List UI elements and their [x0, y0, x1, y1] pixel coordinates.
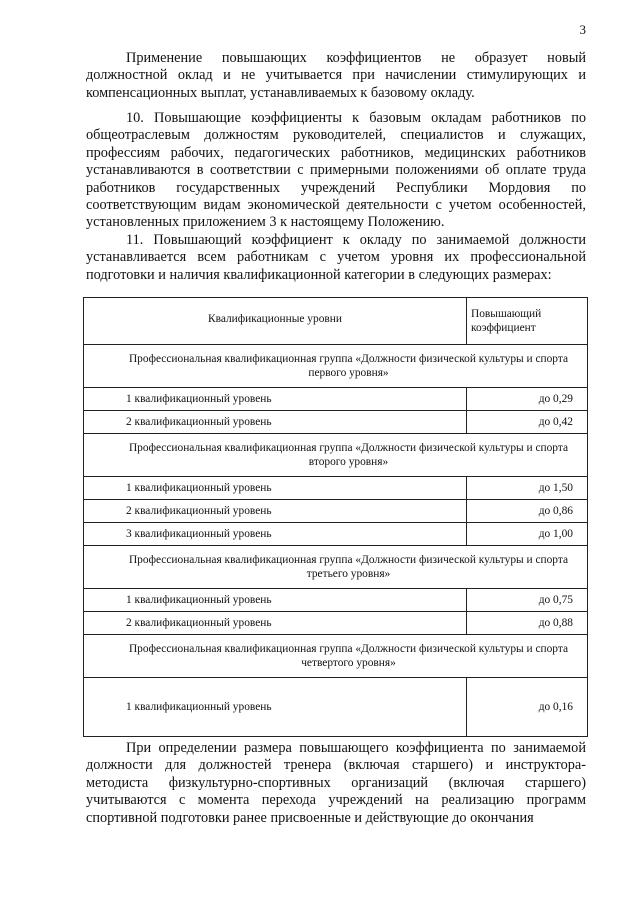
level-cell: 1 квалификационный уровень [84, 589, 467, 612]
table-row [84, 411, 588, 434]
coefficient-table [83, 297, 588, 737]
table-row [84, 500, 588, 523]
coef-cell: до 0,29 [467, 388, 588, 411]
level-cell: 1 квалификационный уровень [84, 678, 467, 737]
level-cell: 2 квалификационный уровень [84, 411, 467, 434]
level-cell: 2 квалификационный уровень [84, 500, 467, 523]
group-title: Профессиональная квалификационная группа «Должности физической культуры и спорта четвертого уровня» [84, 635, 588, 678]
coef-cell: до 1,50 [467, 477, 588, 500]
paragraph-coefficients-note [86, 50, 586, 102]
coef-cell: до 1,00 [467, 523, 588, 546]
group-row [84, 345, 588, 388]
table-row [84, 612, 588, 635]
paragraph-text: Применение повышающих коэффициентов не образует новый должностной оклад и не учитывается при начислении стимулирующих и компенсационных выплат, устанавливаемых к базовому окладу. [86, 50, 586, 101]
coef-cell: до 0,42 [467, 411, 588, 434]
level-cell: 1 квалификационный уровень [84, 388, 467, 411]
coef-cell: до 0,86 [467, 500, 588, 523]
paragraph-text: 10. Повышающие коэффициенты к базовым окладам работников по общеотраслевым должностям руководителей, специалистов и служащих, профессиям рабочих, педагогических работников, медицинских работников устанавливаются в соответствии с примерными положениями об оплате труда работников государственных учреждений Республики Мордовия по соответствующим видам экономической деятельности с учетом особенностей, установленных приложением 3 к настоящему Положению. [86, 110, 586, 231]
table-row [84, 388, 588, 411]
table-row [84, 678, 588, 737]
paragraph-text: При определении размера повышающего коэффициента по занимаемой должности для должностей тренера (включая старшего) и инструктора-методиста физкультурно-спортивных организаций (включая старшего) учитываются с момента перехода учреждений на реализацию программ спортивной подготовки ранее присвоенные и действующие до окончания [86, 740, 586, 826]
paragraph-11 [86, 232, 586, 284]
coef-cell: до 0,16 [467, 678, 588, 737]
table-row [84, 523, 588, 546]
level-cell: 3 квалификационный уровень [84, 523, 467, 546]
group-title: Профессиональная квалификационная группа «Должности физической культуры и спорта второго уровня» [84, 434, 588, 477]
level-cell: 1 квалификационный уровень [84, 477, 467, 500]
coef-cell: до 0,75 [467, 589, 588, 612]
group-title: Профессиональная квалификационная группа «Должности физической культуры и спорта третьего уровня» [84, 546, 588, 589]
header-qualification-levels: Квалификационные уровни [84, 298, 467, 345]
table-row [84, 477, 588, 500]
header-coefficient: Повышающий коэффициент [467, 298, 588, 345]
group-row [84, 434, 588, 477]
group-row [84, 546, 588, 589]
level-cell: 2 квалификационный уровень [84, 612, 467, 635]
group-row [84, 635, 588, 678]
page-number: 3 [579, 22, 586, 37]
group-title: Профессиональная квалификационная группа «Должности физической культуры и спорта первого уровня» [84, 345, 588, 388]
table-header-row [84, 298, 588, 345]
paragraph-text: 11. Повышающий коэффициент к окладу по занимаемой должности устанавливается всем работникам с учетом уровня их профессиональной подготовки и наличия квалификационной категории в следующих размерах: [86, 232, 586, 283]
table-row [84, 589, 588, 612]
paragraph-10 [86, 110, 586, 232]
paragraph-trainer-coefficient [86, 740, 586, 827]
coef-cell: до 0,88 [467, 612, 588, 635]
